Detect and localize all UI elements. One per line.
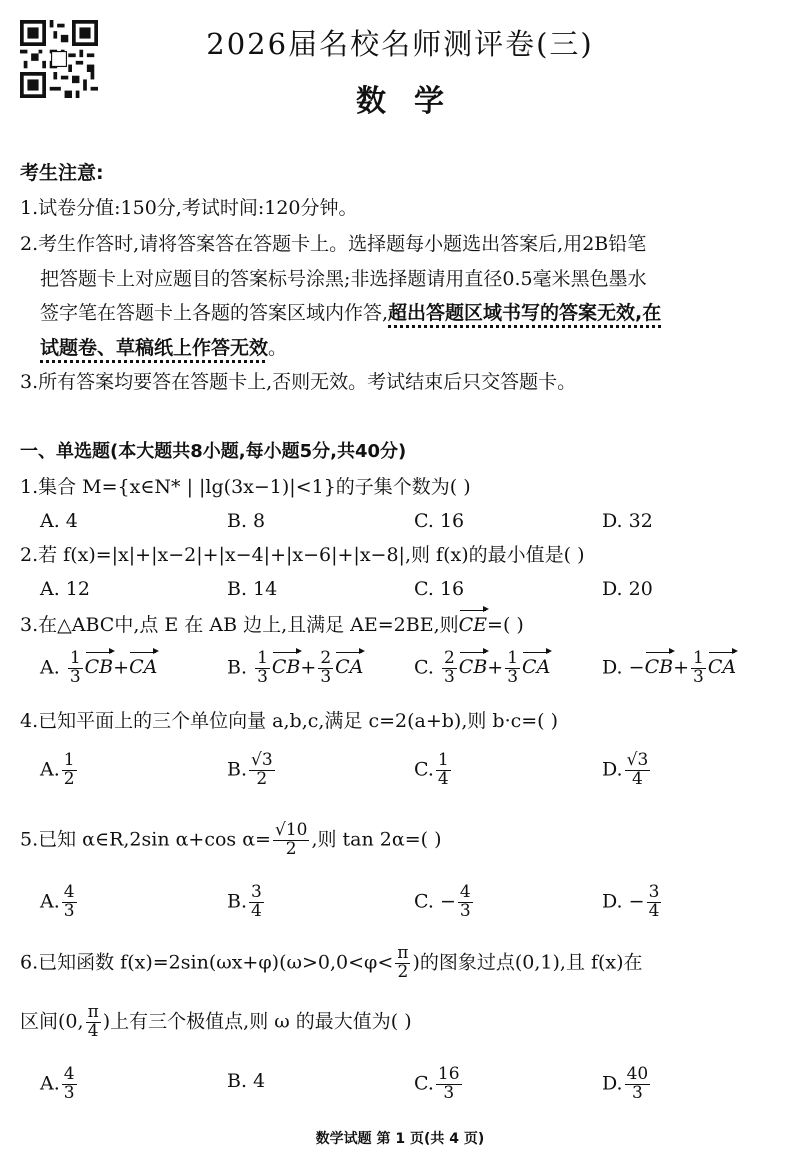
q6-option-a (40, 1066, 79, 1103)
q6-stem-line-2 (20, 1004, 412, 1041)
section-1-heading: 一、单选题(本大题共8小题,每小题5分,共40分) (20, 441, 407, 462)
q5-a-label: A. (40, 890, 60, 913)
q4-option-b (227, 752, 277, 789)
q3-b-num-1: 1 (257, 648, 268, 668)
q5-stem-num: √10 (274, 820, 308, 840)
q5-stem-fraction (273, 822, 309, 859)
notice-period: 。 (268, 337, 288, 359)
q5-a-num: 4 (63, 882, 75, 902)
q4-c-label: C. (414, 758, 434, 781)
q6-c-label: C. (414, 1072, 434, 1095)
q5-stem-text: 5.已知 α∈R,2sin α+cos α= (20, 828, 271, 851)
q5-b-num: 3 (251, 882, 262, 902)
q6-line2-interval: (0, (58, 1010, 84, 1033)
notice-item-3: 3.所有答案均要答在答题卡上,否则无效。考试结束后只交答题卡。 (20, 371, 577, 393)
q6-stem-line-1 (20, 945, 643, 982)
q6-d-num: 40 (626, 1064, 649, 1084)
q3-b-vec-cb: CB (272, 652, 301, 682)
q3-a-plus: + (113, 656, 130, 679)
q6-a-label: A. (40, 1072, 60, 1095)
notice-heading: 考生注意: (20, 162, 104, 184)
q6-stem-text: 6.已知函数 f(x)=2sin(ωx+φ) (20, 951, 280, 974)
q6-line2-pi: π (87, 1002, 99, 1022)
q3-a-vec-ca: CA (129, 652, 157, 682)
q5-b-fraction (249, 884, 264, 921)
q5-d-fraction (647, 884, 662, 921)
q3-b-plus: + (300, 656, 317, 679)
q3-b-fraction-2 (318, 650, 333, 687)
q6-a-fraction (62, 1066, 77, 1103)
q6-stem-condition: (ω>0,0<φ< (279, 951, 394, 974)
q4-option-a (40, 752, 79, 789)
q3-d-vec-cb: CB (645, 652, 674, 682)
q6-line2-four: 4 (87, 1020, 99, 1041)
q4-a-label: A. (40, 758, 60, 781)
q3-c-vec-ca: CA (522, 652, 550, 682)
q4-option-d (602, 752, 652, 789)
q5-option-c (414, 884, 475, 921)
q6-line2-fraction (86, 1004, 101, 1041)
q4-d-num: √3 (626, 750, 649, 770)
q3-d-fraction (691, 650, 706, 687)
notice-emphasis-1: 超出答题区域书写的答案无效,在 (388, 302, 662, 324)
q5-c-den: 3 (459, 900, 471, 921)
q5-c-label: C. − (414, 890, 456, 913)
q4-d-fraction (625, 752, 651, 789)
q6-line2-text: 区间 (20, 1010, 59, 1033)
q3-option-b (227, 650, 363, 687)
q1-option-d: D. 32 (602, 510, 653, 532)
q6-d-fraction (625, 1066, 651, 1103)
q5-stem-den: 2 (285, 838, 297, 859)
q3-d-num: 1 (693, 648, 704, 668)
q3-option-c (414, 650, 550, 687)
q4-b-label: B. (227, 758, 248, 781)
q6-a-num: 4 (63, 1064, 75, 1084)
q6-stem-end: )的图象过点(0,1),且 f(x)在 (412, 951, 643, 974)
q3-c-num-2: 1 (507, 648, 519, 668)
q3-d-plus: + (673, 656, 689, 679)
q4-c-fraction (436, 752, 451, 789)
q6-option-d (602, 1066, 652, 1103)
q5-option-b (227, 884, 266, 921)
subject-title: 数学 (356, 84, 472, 119)
q4-option-c (414, 752, 453, 789)
notice-item-2-line-1: 2.考生作答时,请将答案答在答题卡上。选择题每小题选出答案后,用2B铅笔 (20, 233, 647, 255)
q3-c-fraction-1 (442, 650, 457, 687)
q3-c-fraction-2 (505, 650, 520, 687)
q4-a-num: 1 (63, 750, 75, 770)
q1-option-c: C. 16 (414, 510, 465, 532)
notice-item-2-line-2: 把答题卡上对应题目的答案标号涂黑;非选择题请用直径0.5毫米黑色墨水 (40, 268, 647, 290)
q1-option-b: B. 8 (227, 510, 266, 532)
q3-a-num: 1 (69, 648, 81, 668)
q3-option-a (40, 650, 157, 687)
q6-d-label: D. (602, 1072, 623, 1095)
q4-a-den: 2 (63, 768, 75, 789)
q3-stem (20, 610, 524, 640)
q6-c-fraction (436, 1066, 462, 1103)
q3-a-fraction (68, 650, 83, 687)
q5-stem (20, 822, 441, 859)
exam-title: 2026届名校名师测评卷(三) (206, 27, 594, 61)
q2-option-d: D. 20 (602, 578, 653, 600)
q6-stem-pi: π (397, 943, 409, 963)
q5-c-fraction (458, 884, 473, 921)
q4-b-fraction (249, 752, 275, 789)
q3-c-num-1: 2 (443, 648, 455, 668)
notice-item-2-line-4 (40, 333, 287, 363)
q3-b-vec-ca: CA (335, 652, 363, 682)
q5-b-den: 4 (251, 900, 262, 921)
q6-a-den: 3 (63, 1082, 75, 1103)
q2-option-c: C. 16 (414, 578, 465, 600)
q3-stem-text: 3.在△ABC中,点 E 在 AB 边上,且满足 AE=2BE,则 (20, 614, 459, 636)
q3-c-den-1: 3 (443, 666, 455, 687)
q3-vector-ce: CE (459, 610, 487, 640)
q3-b-fraction-1 (255, 650, 270, 687)
q5-d-label: D. − (602, 890, 645, 913)
q3-stem-end: =( ) (487, 614, 524, 636)
notice-item-2-line-3-normal: 签字笔在答题卡上各题的答案区域内作答, (40, 302, 389, 324)
q3-a-vec-cb: CB (85, 652, 114, 682)
notice-item-1: 1.试卷分值:150分,考试时间:120分钟。 (20, 197, 358, 219)
q3-d-label: D. (602, 656, 623, 679)
q3-d-vec-ca: CA (708, 652, 736, 682)
q5-a-den: 3 (63, 900, 75, 921)
q6-c-den: 3 (443, 1082, 455, 1103)
q2-stem: 2.若 f(x)=|x|+|x−2|+|x−4|+|x−6|+|x−8|,则 f(x)的最小值是( ) (20, 544, 585, 566)
q6-d-den: 3 (632, 1082, 643, 1103)
q4-c-den: 4 (437, 768, 449, 789)
q4-d-den: 4 (632, 768, 643, 789)
page-footer: 数学试题 第 1 页(共 4 页) (315, 1131, 485, 1147)
q5-option-d (602, 884, 663, 921)
q3-b-den-2: 3 (320, 666, 332, 687)
q5-a-fraction (62, 884, 77, 921)
q5-d-den: 4 (648, 900, 660, 921)
q4-d-label: D. (602, 758, 623, 781)
q2-option-b: B. 14 (227, 578, 278, 600)
q6-option-c (414, 1066, 464, 1103)
q4-c-num: 1 (437, 750, 449, 770)
q5-d-num: 3 (648, 882, 660, 902)
q3-option-d (602, 650, 736, 687)
q4-stem: 4.已知平面上的三个单位向量 a,b,c,满足 c=2(a+b),则 b·c=( ) (20, 710, 559, 732)
q1-option-a: A. 4 (40, 510, 78, 532)
q2-option-a: A. 12 (40, 578, 90, 600)
q5-stem-end: ,则 tan 2α=( ) (311, 828, 442, 851)
q6-option-b: B. 4 (227, 1070, 266, 1092)
q3-d-den: 3 (693, 666, 704, 687)
q6-c-num: 16 (437, 1064, 460, 1084)
q3-d-minus: − (628, 656, 645, 679)
q3-b-label: B. (227, 656, 248, 679)
q6-stem-two: 2 (397, 961, 409, 982)
notice-emphasis-2: 试题卷、草稿纸上作答无效 (40, 337, 269, 359)
q5-c-num: 4 (459, 882, 471, 902)
q3-c-vec-cb: CB (459, 652, 488, 682)
q4-b-den: 2 (256, 768, 268, 789)
q6-line2-end: )上有三个极值点,则 ω 的最大值为( ) (102, 1010, 412, 1033)
q1-stem: 1.集合 M={x∈N* | |lg(3x−1)|<1}的子集个数为( ) (20, 476, 471, 498)
q4-b-num: √3 (251, 750, 273, 770)
q3-b-den-1: 3 (257, 666, 268, 687)
q6-stem-fraction (395, 945, 410, 982)
q3-b-num-2: 2 (320, 648, 332, 668)
q3-a-label: A. (40, 656, 60, 679)
q4-a-fraction (62, 752, 77, 789)
q3-c-label: C. (414, 656, 434, 679)
q3-c-den-2: 3 (507, 666, 519, 687)
q5-b-label: B. (227, 890, 248, 913)
q3-c-plus: + (487, 656, 504, 679)
notice-item-2-line-3 (40, 298, 661, 328)
q5-option-a (40, 884, 79, 921)
q3-a-den: 3 (69, 666, 81, 687)
